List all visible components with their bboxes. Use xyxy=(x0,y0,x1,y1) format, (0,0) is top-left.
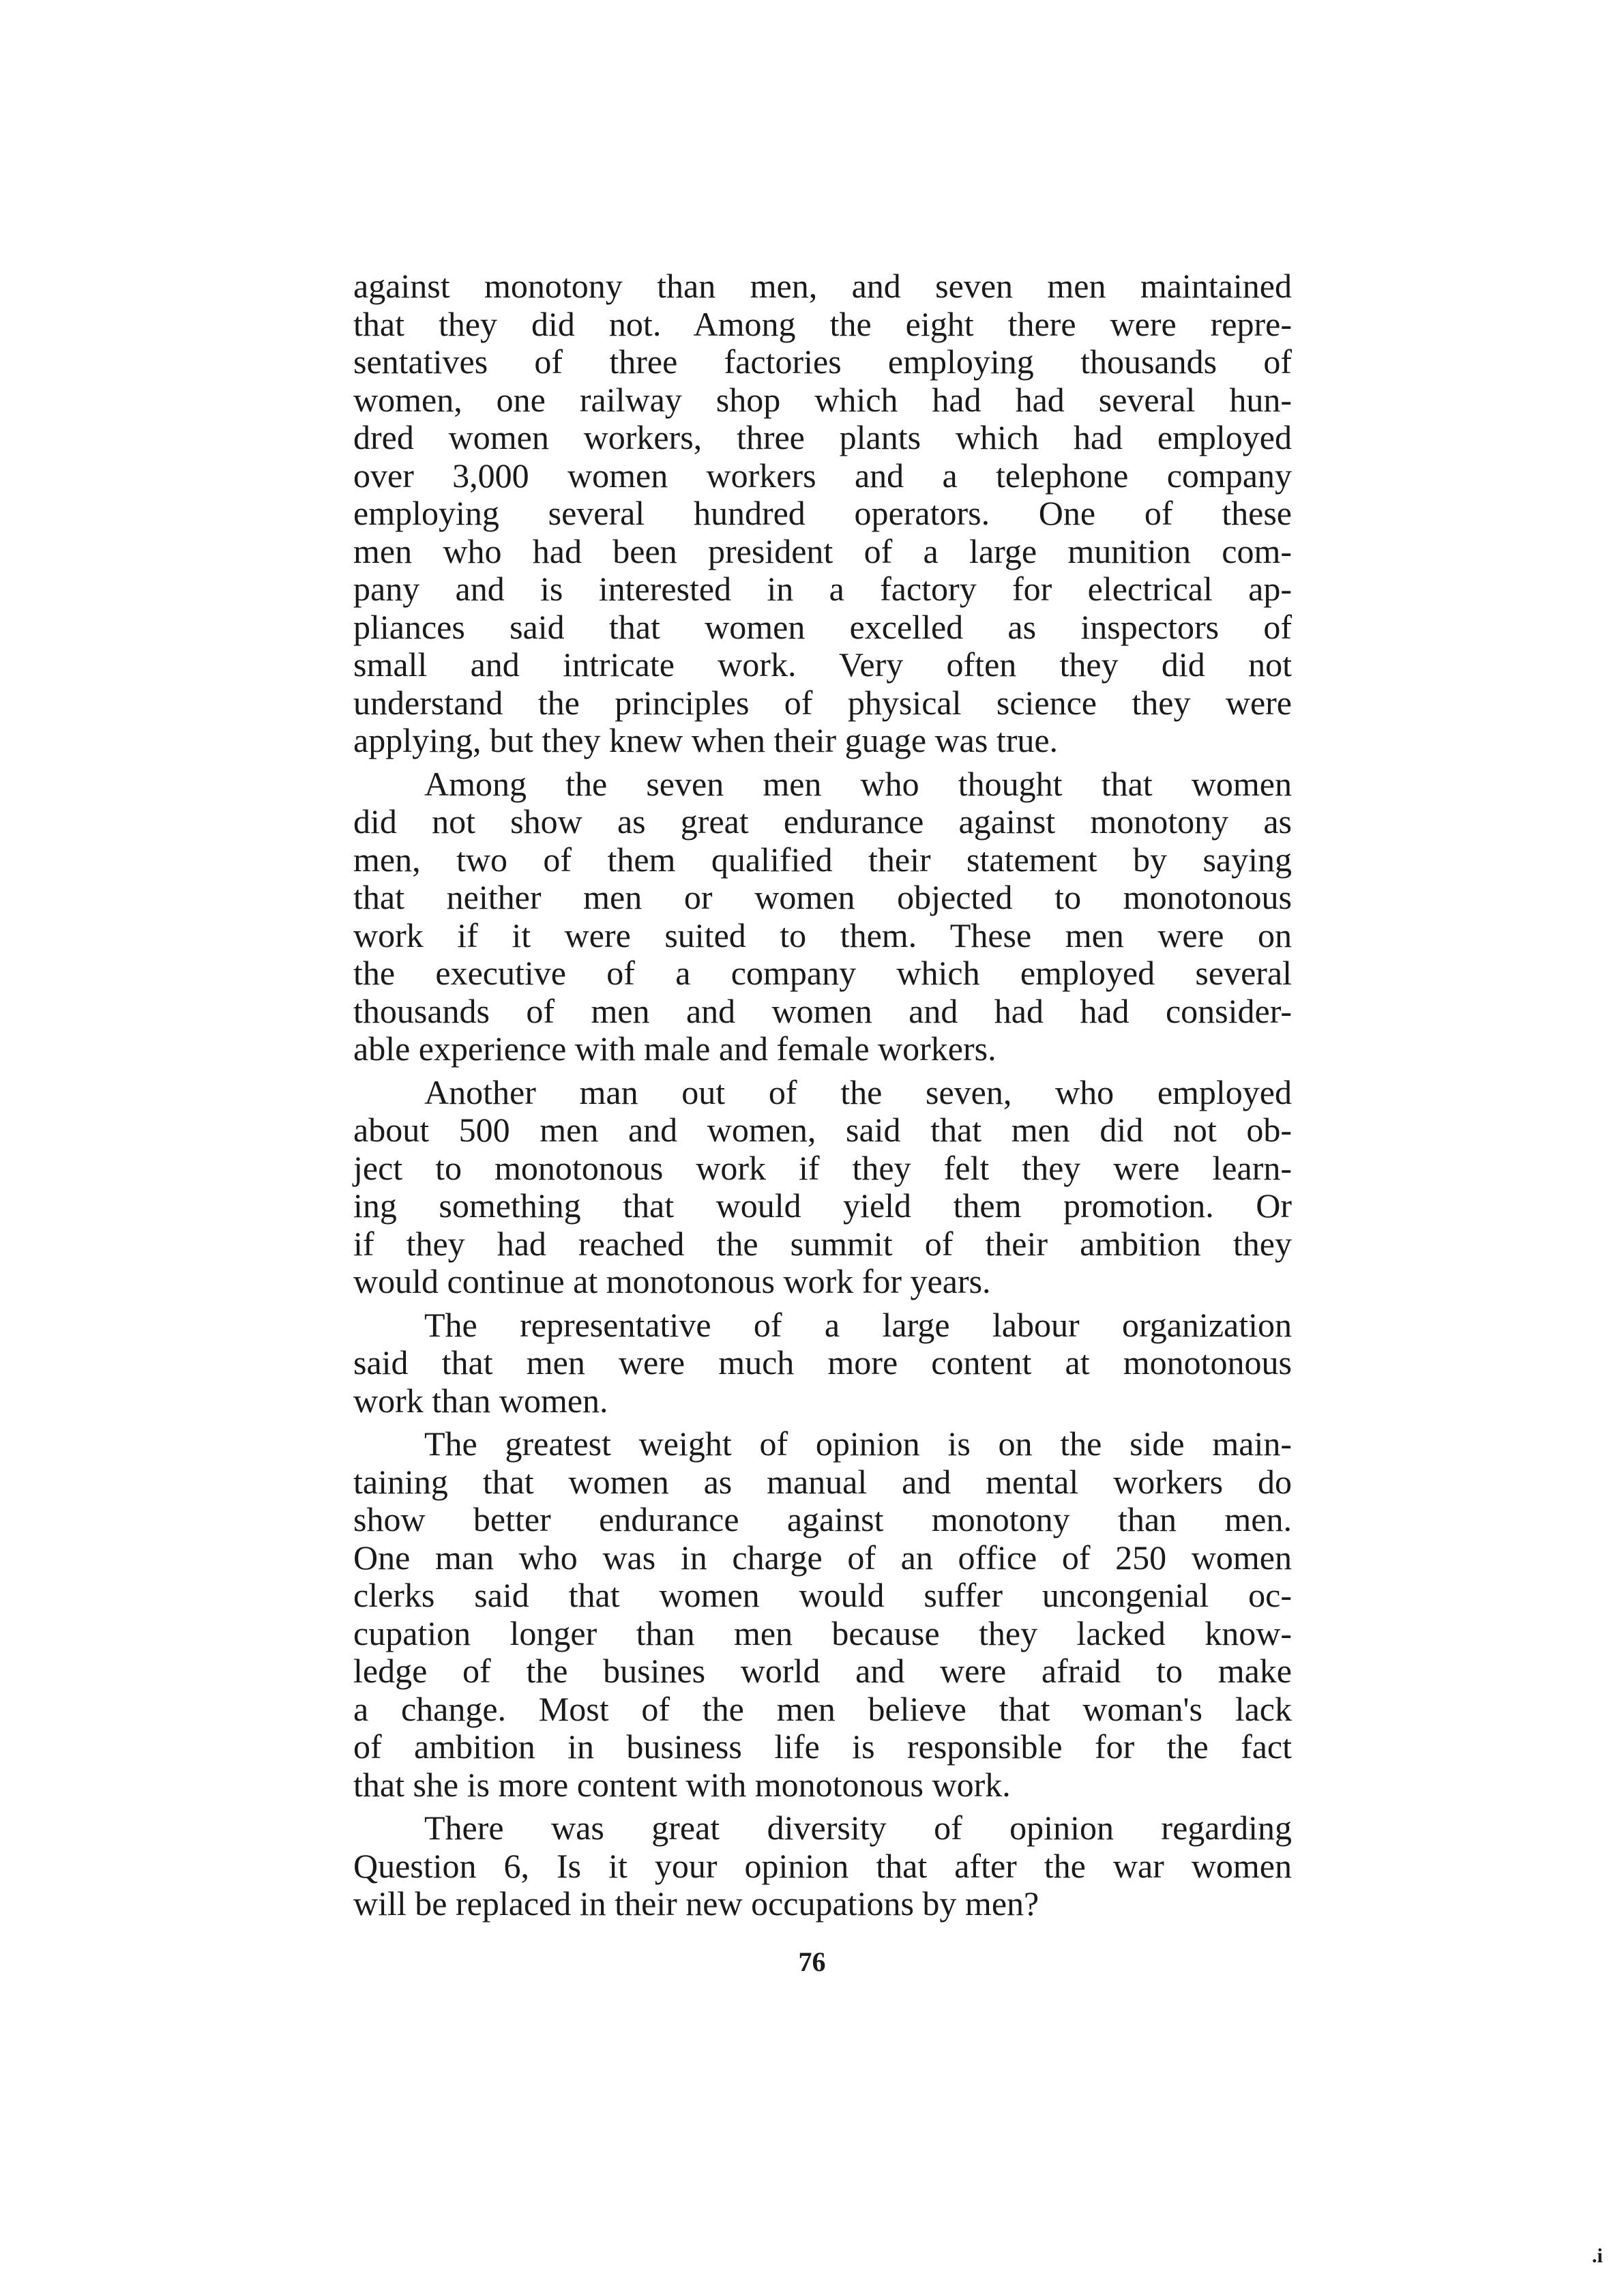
scan-corner-mark: .i xyxy=(1592,2245,1603,2267)
text-line: that they did not. Among the eight there were repre- xyxy=(353,304,1292,343)
text-line: show better endurance against monotony than men. xyxy=(353,1500,1292,1538)
text-line: thousands of men and women and had had consider- xyxy=(353,991,1292,1030)
text-line: understand the principles of physical science they were xyxy=(353,683,1292,722)
text-line: The greatest weight of opinion is on the side main- xyxy=(424,1425,1292,1463)
paragraph xyxy=(353,1809,1292,1923)
text-line: that neither men or women objected to monotonous xyxy=(353,878,1292,916)
text-line: against monotony than men, and seven men maintained xyxy=(353,267,1292,305)
page-number: 76 xyxy=(798,1946,826,1977)
text-line: work than women. xyxy=(353,1381,608,1420)
text-line: men, two of them qualified their statement by saying xyxy=(353,840,1292,879)
text-line: about 500 men and women, said that men did not ob- xyxy=(353,1111,1292,1149)
paragraph xyxy=(353,1425,1292,1804)
text-line: sentatives of three factories employing thousands of xyxy=(353,342,1292,381)
text-line: dred women workers, three plants which had employed xyxy=(353,418,1292,456)
text-line: would continue at monotonous work for years. xyxy=(353,1262,991,1300)
text-line: said that men were much more content at monotonous xyxy=(353,1343,1292,1382)
text-line: pliances said that women excelled as inspectors of xyxy=(353,607,1292,646)
text-line: Among the seven men who thought that women xyxy=(424,764,1292,803)
body-text xyxy=(353,267,1292,1923)
paragraph xyxy=(353,765,1292,1068)
text-line: One man who was in charge of an office of 250 women xyxy=(353,1538,1292,1577)
text-line: pany and is interested in a factory for electrical ap- xyxy=(353,570,1292,608)
text-line: Question 6, Is it your opinion that after the war women xyxy=(353,1846,1292,1885)
text-line: ing something that would yield them promotion. Or xyxy=(353,1186,1292,1225)
text-line: over 3,000 women workers and a telephone company xyxy=(353,456,1292,495)
text-line: The representative of a large labour organization xyxy=(424,1305,1292,1344)
text-line: the executive of a company which employed several xyxy=(353,954,1292,992)
text-line: employing several hundred operators. One of these xyxy=(353,494,1292,532)
text-line: ject to monotonous work if they felt they were learn- xyxy=(353,1148,1292,1187)
paragraph xyxy=(353,1074,1292,1301)
text-line: will be replaced in their new occupations by men? xyxy=(353,1884,1039,1923)
text-line: of ambition in business life is responsible for the fact xyxy=(353,1727,1292,1766)
text-line: There was great diversity of opinion regarding xyxy=(424,1809,1292,1847)
text-line: a change. Most of the men believe that woman's lack xyxy=(353,1689,1292,1728)
text-line: taining that women as manual and mental workers do xyxy=(353,1462,1292,1501)
text-line: ledge of the busines world and were afraid to make xyxy=(353,1652,1292,1690)
text-line: did not show as great endurance against monotony as xyxy=(353,802,1292,841)
text-line: small and intricate work. Very often they did not xyxy=(353,645,1292,684)
text-line: Another man out of the seven, who employed xyxy=(424,1072,1292,1111)
text-line: cupation longer than men because they lacked know- xyxy=(353,1613,1292,1652)
text-line: able experience with male and female workers. xyxy=(353,1029,996,1068)
text-line: work if it were suited to them. These men were on xyxy=(353,916,1292,954)
text-line: if they had reached the summit of their ambition they xyxy=(353,1224,1292,1263)
text-line: women, one railway shop which had had several hun- xyxy=(353,380,1292,419)
text-line: clerks said that women would suffer uncongenial oc- xyxy=(353,1576,1292,1614)
text-line: men who had been president of a large munition com- xyxy=(353,531,1292,570)
text-line: that she is more content with monotonous work. xyxy=(353,1765,1011,1804)
paragraph xyxy=(353,267,1292,760)
text-line: applying, but they knew when their guage was true. xyxy=(353,721,1059,759)
paragraph xyxy=(353,1306,1292,1420)
